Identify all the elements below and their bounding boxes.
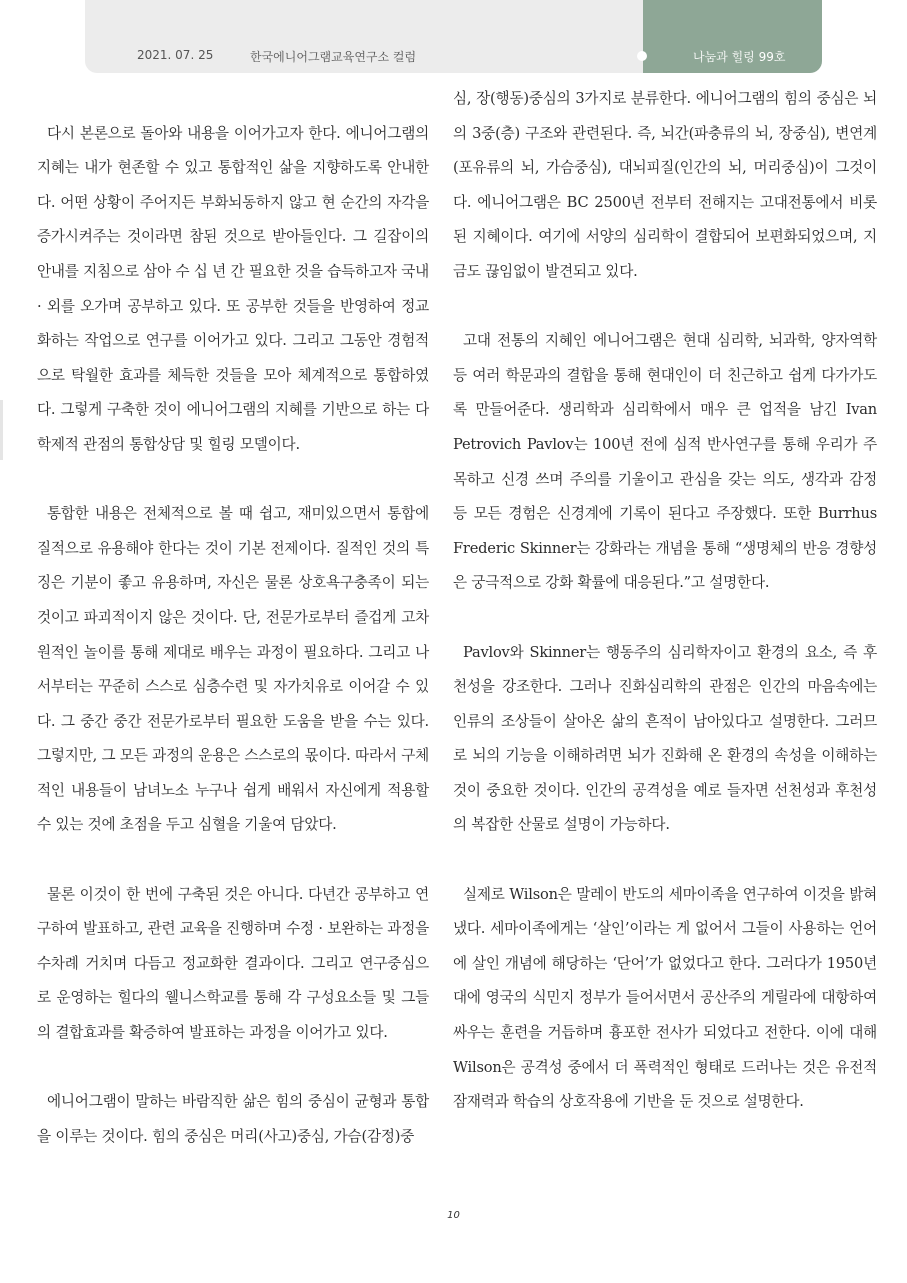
header-issue: 나눔과 힐링 99호: [693, 50, 786, 64]
left-paragraph-1: 다시 본론으로 돌아와 내용을 이어가고자 한다. 에니어그램의 지혜는 내가 현존할 수 있고 통합적인 삶을 지향하도록 안내한다. 어떤 상황이 주어지든 부화뇌동하지 않고 현 순간의 자각을 증가시켜주는 것이라면 참된 것으로 받아들인다. 그 길잡이의 안내를 지침으로 삼아 수 십 년 간 필요한 것을 습득하고자 국내 · 외를 오가며 공부하고 있다. 또 공부한 것들을 반영하여 정교화하는 작업으로 연구를 이어가고 있다. 그리고 그동안 경험적으로 탁월한 효과를 체득한 것들을 모아 체계적으로 통합하였다. 그렇게 구축한 것이 에니어그램의 지혜를 기반으로 하는 다학제적 관점의 통합상담 및 힐링 모델이다.: [37, 124, 429, 453]
header-date: 2021. 07. 25: [137, 48, 214, 62]
right-column: [453, 82, 877, 1120]
left-column: [37, 82, 429, 1154]
header-organization: 한국에니어그램교육연구소 컬럼: [250, 50, 417, 64]
header-bar: [85, 0, 822, 73]
right-paragraph-2: 고대 전통의 지혜인 에니어그램은 현대 심리학, 뇌과학, 양자역학 등 여러 학문과의 결합을 통해 현대인이 더 친근하고 쉽게 다가가도록 만들어준다. 생리학과 심리학에서 매우 큰 업적을 남긴 Ivan Petrovich Pavlov는 100년 전에 심적 반사연구를 통해 우리가 주목하고 신경 쓰며 주의를 기울이고 관심을 갖는 의도, 생각과 감정 등 모든 경험은 신경계에 기록이 된다고 주장했다. 또한 Burrhus Frederic Skinner는 강화라는 개념을 통해 “생명체의 반응 경향성은 궁극적으로 강화 확률에 대응된다.”고 설명한다.: [453, 332, 877, 592]
side-margin-mark: [0, 400, 3, 460]
right-paragraph-1: 심, 장(행동)중심의 3가지로 분류한다. 에니어그램의 힘의 중심은 뇌의 3중(층) 구조와 관련된다. 즉, 뇌간(파충류의 뇌, 장중심), 변연계(포유류의 뇌, 가슴중심), 대뇌피질(인간의 뇌, 머리중심)이 그것이다. 에니어그램은 BC 2500년 전부터 전해지는 고대전통에서 비롯된 지혜이다. 여기에 서양의 심리학이 결합되어 보편화되었으며, 지금도 끊임없이 발견되고 있다.: [453, 90, 877, 280]
left-paragraph-3: 물론 이것이 한 번에 구축된 것은 아니다. 다년간 공부하고 연구하여 발표하고, 관련 교육을 진행하며 수정 · 보완하는 과정을 수차례 거치며 다듬고 정교화한 결과이다. 그리고 연구중심으로 운영하는 힐다의 웰니스학교를 통해 각 구성요소들 및 그들의 결합효과를 확증하여 발표하는 과정을 이어가고 있다.: [37, 885, 429, 1042]
right-paragraph-3: Pavlov와 Skinner는 행동주의 심리학자이고 환경의 요소, 즉 후천성을 강조한다. 그러나 진화심리학의 관점은 인간의 마음속에는 인류의 조상들이 살아온 삶의 흔적이 남아있다고 설명한다. 그러므로 뇌의 기능을 이해하려면 뇌가 진화해 온 환경의 속성을 이해하는 것이 중요한 것이다. 인간의 공격성을 예로 들자면 선천성과 후천성의 복잡한 산물로 설명이 가능하다.: [453, 643, 877, 834]
left-paragraph-2: 통합한 내용은 전체적으로 볼 때 쉽고, 재미있으면서 통합에 질적으로 유용해야 한다는 것이 기본 전제이다. 질적인 것의 특징은 기분이 좋고 유용하며, 자신은 물론 상호욕구충족이 되는 것이고 파괴적이지 않은 것이다. 단, 전문가로부터 즐겁게 고차원적인 놀이를 통해 제대로 배우는 과정이 필요하다. 그리고 나서부터는 꾸준히 스스로 심층수련 및 자가치유로 이어갈 수 있다. 그 중간 중간 전문가로부터 필요한 도움을 받을 수는 있다. 그렇지만, 그 모든 과정의 운용은 스스로의 몫이다. 따라서 구체적인 내용들이 남녀노소 누구나 쉽게 배워서 자신에게 적용할 수 있는 것에 초점을 두고 심혈을 기울여 담았다.: [37, 505, 429, 834]
left-paragraph-4: 에니어그램이 말하는 바람직한 삶은 힘의 중심이 균형과 통합을 이루는 것이다. 힘의 중심은 머리(사고)중심, 가슴(감정)중: [37, 1093, 429, 1145]
page-number: 10: [447, 1210, 460, 1221]
right-paragraph-4: 실제로 Wilson은 말레이 반도의 세마이족을 연구하여 이것을 밝혀냈다. 세마이족에게는 ‘살인’이라는 게 없어서 그들이 사용하는 언어에 살인 개념에 해당하는 ‘단어’가 없었다고 한다. 그러다가 1950년대에 영국의 식민지 정부가 들어서면서 공산주의 게릴라에 대항하여 싸우는 훈련을 거듭하며 흉포한 전사가 되었다고 전한다. 이에 대해 Wilson은 공격성 중에서 더 폭력적인 형태로 드러나는 것은 유전적 잠재력과 학습의 상호작용에 기반을 둔 것으로 설명한다.: [453, 885, 877, 1111]
header-dot-icon: [637, 51, 647, 61]
